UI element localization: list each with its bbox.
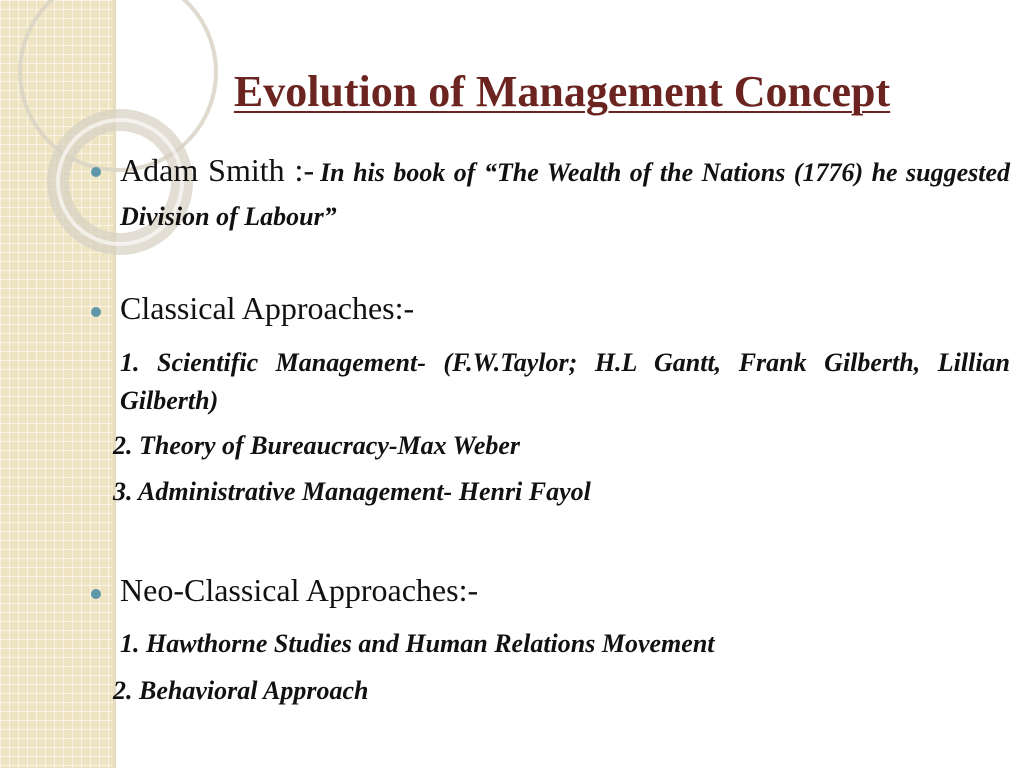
bullet-lead: Neo-Classical Approaches:- (120, 572, 479, 608)
bullet-detail: In his book of “The Wealth of the Nations (1776) he suggested Division of Labour” (120, 158, 1011, 231)
bullet-dot-icon (91, 307, 101, 317)
sub-item: 3. Administrative Management- Henri Fayol (113, 477, 591, 506)
bullet-lead: Adam Smith :- (120, 152, 315, 188)
bullet-dot-icon (91, 167, 101, 177)
slide-title: Evolution of Management Concept (233, 67, 891, 116)
sub-item: 2. Theory of Bureaucracy-Max Weber (113, 431, 521, 460)
sub-item: 2. Behavioral Approach (113, 676, 369, 705)
sub-item: 1. Hawthorne Studies and Human Relations Movement (120, 629, 715, 658)
sub-item: 1. Scientific Management- (F.W.Taylor; H.L Gantt, Frank Gilberth, Lillian Gilberth) (120, 348, 1010, 415)
bullet-dot-icon (91, 589, 101, 599)
bullet-adam-smith (120, 150, 1010, 241)
bullet-lead: Classical Approaches:- (120, 290, 415, 326)
